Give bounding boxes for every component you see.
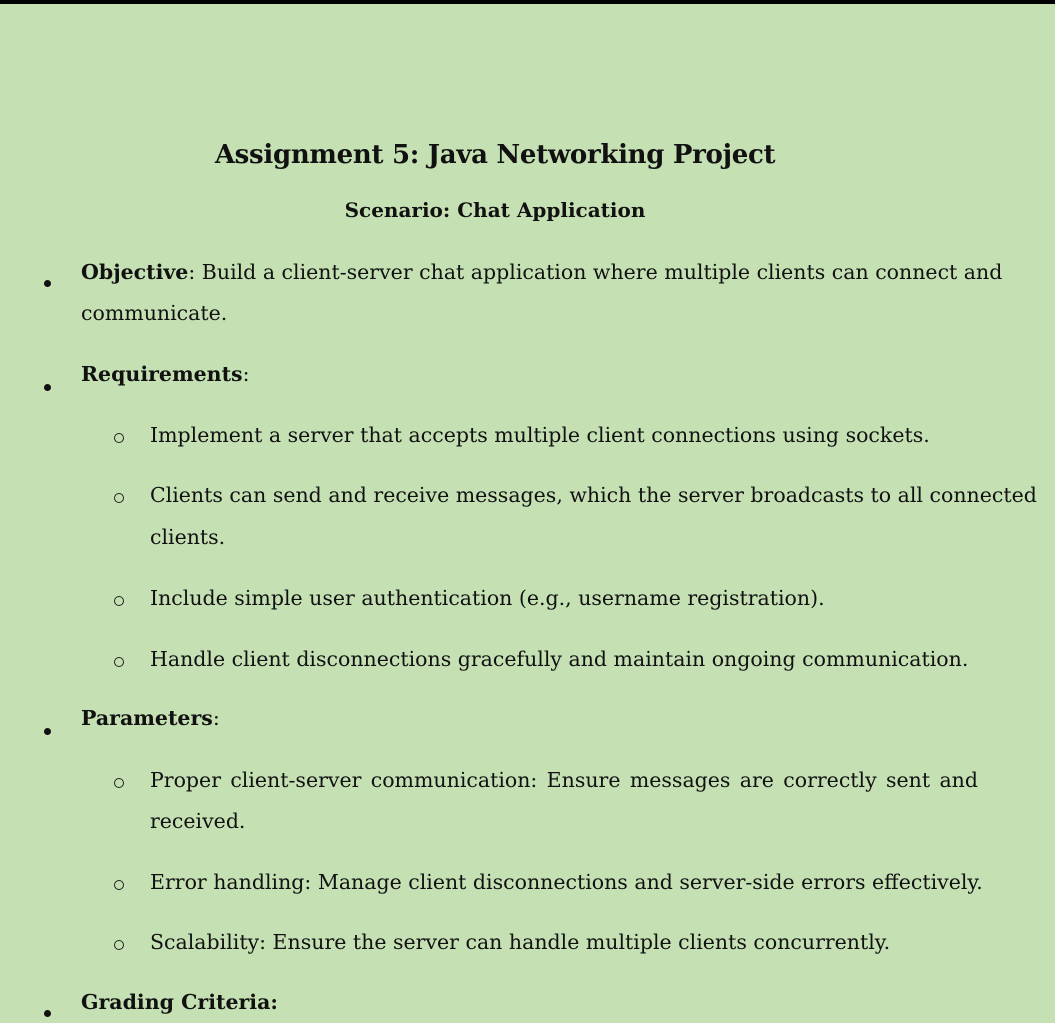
circle-bullet-icon	[114, 433, 124, 443]
list-item: Implement a server that accepts multiple client connections using sockets.	[150, 423, 930, 447]
objective-label: Objective	[81, 260, 189, 284]
requirements-heading	[81, 354, 978, 395]
list-item: Clients can send and receive messages, which the server broadcasts to all connected	[150, 483, 1037, 507]
grading-heading: Grading Criteria:	[81, 990, 278, 1014]
bullet-icon	[44, 998, 54, 1022]
circle-bullet-icon	[114, 940, 124, 950]
parameters-colon: :	[212, 706, 220, 730]
parameters-label: Parameters	[81, 706, 213, 730]
list-item: Include simple user authentication (e.g., username registration).	[150, 586, 825, 610]
list-item: Scalability: Ensure the server can handle multiple clients concurrently.	[150, 930, 891, 954]
parameters-heading	[81, 698, 978, 739]
page-title: Assignment 5: Java Networking Project	[214, 140, 776, 170]
circle-bullet-icon	[114, 880, 124, 890]
bullet-icon	[44, 268, 54, 292]
objective-line-1	[81, 252, 1003, 293]
circle-bullet-icon	[114, 493, 124, 503]
page-subtitle: Scenario: Chat Application	[344, 198, 646, 222]
requirements-label: Requirements	[81, 362, 243, 386]
circle-bullet-icon	[114, 596, 124, 606]
list-item: Error handling: Manage client disconnections and server-side errors effectively.	[150, 870, 983, 894]
top-border	[0, 0, 1055, 4]
list-item-continuation: clients.	[150, 525, 226, 549]
objective-colon: :	[188, 260, 196, 284]
objective-text-1: Build a client-server chat application where multiple clients can connect and	[195, 260, 1003, 284]
list-item: Handle client disconnections gracefully and maintain ongoing communication.	[150, 647, 969, 671]
circle-bullet-icon	[114, 778, 124, 788]
list-item: Proper client-server communication: Ensure messages are correctly sent and	[150, 768, 978, 792]
bullet-icon	[44, 372, 54, 396]
circle-bullet-icon	[114, 657, 124, 667]
list-item-continuation: received.	[150, 809, 246, 833]
objective-line-2: communicate.	[81, 301, 228, 325]
bullet-icon	[44, 716, 54, 740]
requirements-colon: :	[242, 362, 250, 386]
